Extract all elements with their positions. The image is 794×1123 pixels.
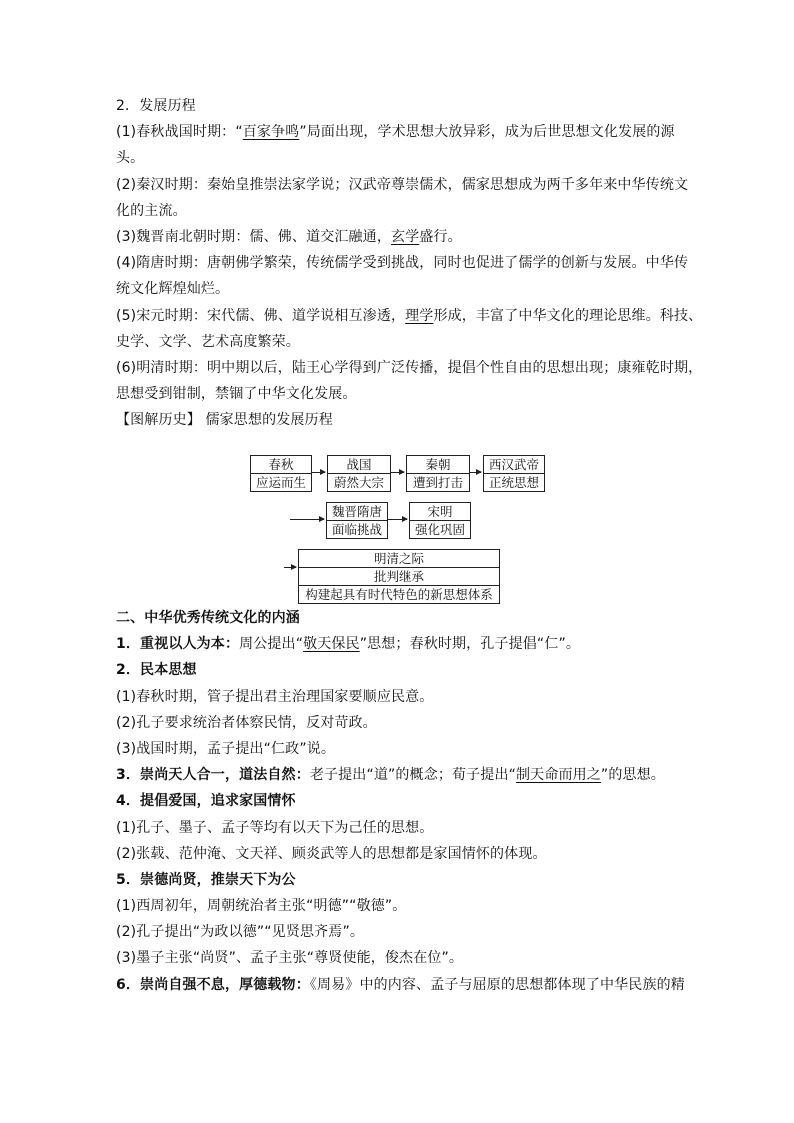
item-heading: 4．提倡爱国，追求家国情怀	[116, 793, 296, 810]
paragraph: (1)西周初年，周朝统治者主张“明德”“敬德”。	[116, 898, 407, 915]
box-desc: 面临挑战	[331, 522, 382, 537]
paragraph: (2)孔子提出“为政以德”“见贤思齐焉”。	[116, 924, 364, 941]
arrow	[290, 519, 324, 520]
arrow	[469, 472, 481, 473]
box-mingqing	[298, 549, 500, 604]
underlined-term: 百家争鸣	[242, 124, 300, 141]
box-title: 西汉武帝	[484, 456, 544, 474]
box-xihan	[483, 455, 545, 492]
paragraph: (1)孔子、墨子、孟子等均有以天下为己任的思想。	[116, 819, 434, 836]
box-chunqiu	[250, 455, 312, 492]
box-title: 春秋	[251, 456, 311, 474]
box-desc: 遭到打击	[412, 475, 463, 490]
box-title: 魏晋隋唐	[327, 503, 387, 521]
arrow	[390, 472, 404, 473]
paragraph: (2)秦汉时期：秦始皇推崇法家学说；汉武帝尊崇儒术，儒家思想成为两千多年来中华传统文	[116, 176, 689, 193]
item	[116, 762, 682, 788]
paragraph: 思想受到钳制，禁锢了中华文化发展。	[116, 386, 357, 403]
text: 盛行。	[419, 228, 462, 245]
item-heading: 5．崇德尚贤，推崇天下为公	[116, 871, 296, 888]
text: ”思想；春秋时期，孔子提倡“仁”。	[359, 636, 581, 653]
paragraph: (6)明清时期：明中期以后，陆王心学得到广泛传播，提倡个性自由的思想出现；康雍乾时期，	[116, 359, 703, 376]
text: 老子提出“道”的概念；荀子提出“	[309, 767, 517, 784]
box-title: 明清之际	[299, 550, 499, 568]
box-title: 秦朝	[407, 456, 469, 474]
box-desc: 构建起具有时代特色的新思想体系	[305, 587, 493, 602]
arrow	[387, 519, 407, 520]
box-qin	[406, 455, 470, 492]
paragraph: 史学、文学、艺术高度繁荣。	[116, 333, 300, 350]
box-title: 战国	[328, 456, 390, 474]
text: 形成，丰富了中华文化的理论思维。科技、	[433, 307, 703, 324]
box-desc: 强化巩固	[414, 522, 465, 537]
diagram-title: 【图解历史】 儒家思想的发展历程	[116, 412, 333, 429]
box-zhanguo	[327, 455, 391, 492]
paragraph: (2)孔子要求统治者体察民情，反对苛政。	[116, 714, 377, 731]
underlined-term: 玄学	[390, 228, 420, 245]
item	[116, 972, 685, 998]
paragraph	[116, 224, 682, 250]
paragraph: (1)春秋时期，管子提出君主治理国家要顺应民意。	[116, 688, 434, 705]
section-heading: 二、中华优秀传统文化的内涵	[116, 610, 300, 626]
arrow	[311, 472, 325, 473]
item-heading: 2．民本思想	[116, 662, 197, 679]
paragraph	[116, 119, 682, 145]
item-heading: 3．崇尚天人合一，道法自然：	[116, 767, 310, 784]
paragraph: (2)张载、范仲淹、文天祥、顾炎武等人的思想都是家国情怀的体现。	[116, 845, 547, 862]
paragraph: (4)隋唐时期：唐朝佛学繁荣，传统儒学受到挑战，同时也促进了儒学的创新与发展。中华传	[116, 255, 689, 272]
item	[116, 631, 682, 657]
paragraph: 化的主流。	[116, 202, 187, 219]
item-heading: 6．崇尚自强不息，厚德载物：	[116, 976, 310, 993]
box-desc: 应运而生	[255, 475, 306, 490]
paragraph: (3)战国时期，孟子提出“仁政”说。	[116, 740, 336, 757]
section-two	[116, 605, 685, 998]
arrow	[284, 567, 296, 568]
text: (1)春秋战国时期：“	[116, 124, 243, 141]
box-weijin	[326, 502, 388, 539]
text: (3)魏晋南北朝时期：儒、佛、道交汇融通，	[116, 228, 391, 245]
box-desc: 正统思想	[488, 475, 539, 490]
paragraph: (3)墨子主张“尚贤”、孟子主张“尊贤使能，俊杰在位”。	[116, 950, 464, 967]
section-heading: 2．发展历程	[116, 98, 196, 114]
paragraph: 头。	[116, 150, 145, 167]
item-heading: 1．重视以人为本：	[116, 636, 240, 653]
text: (5)宋元时期：宋代儒、佛、道学说相互渗透，	[116, 307, 406, 324]
box-title: 宋明	[410, 503, 470, 521]
paragraph	[116, 303, 703, 329]
underlined-term: 敬天保民	[303, 636, 360, 653]
document-body	[116, 93, 703, 433]
box-desc: 蔚然大宗	[333, 475, 384, 490]
paragraph: 统文化辉煌灿烂。	[116, 281, 230, 298]
text: 周公提出“	[239, 636, 304, 653]
underlined-term: 理学	[405, 307, 434, 324]
underlined-term: 制天命而用之	[516, 767, 601, 784]
text: 《周易》中的内容、孟子与屈原的思想都体现了中华民族的精	[309, 976, 685, 993]
text: ”局面出现，学术思想大放异彩，成为后世思想文化发展的源	[299, 124, 675, 141]
box-desc: 批判继承	[299, 568, 499, 586]
text: ”的思想。	[600, 767, 665, 784]
box-songming	[409, 502, 471, 539]
